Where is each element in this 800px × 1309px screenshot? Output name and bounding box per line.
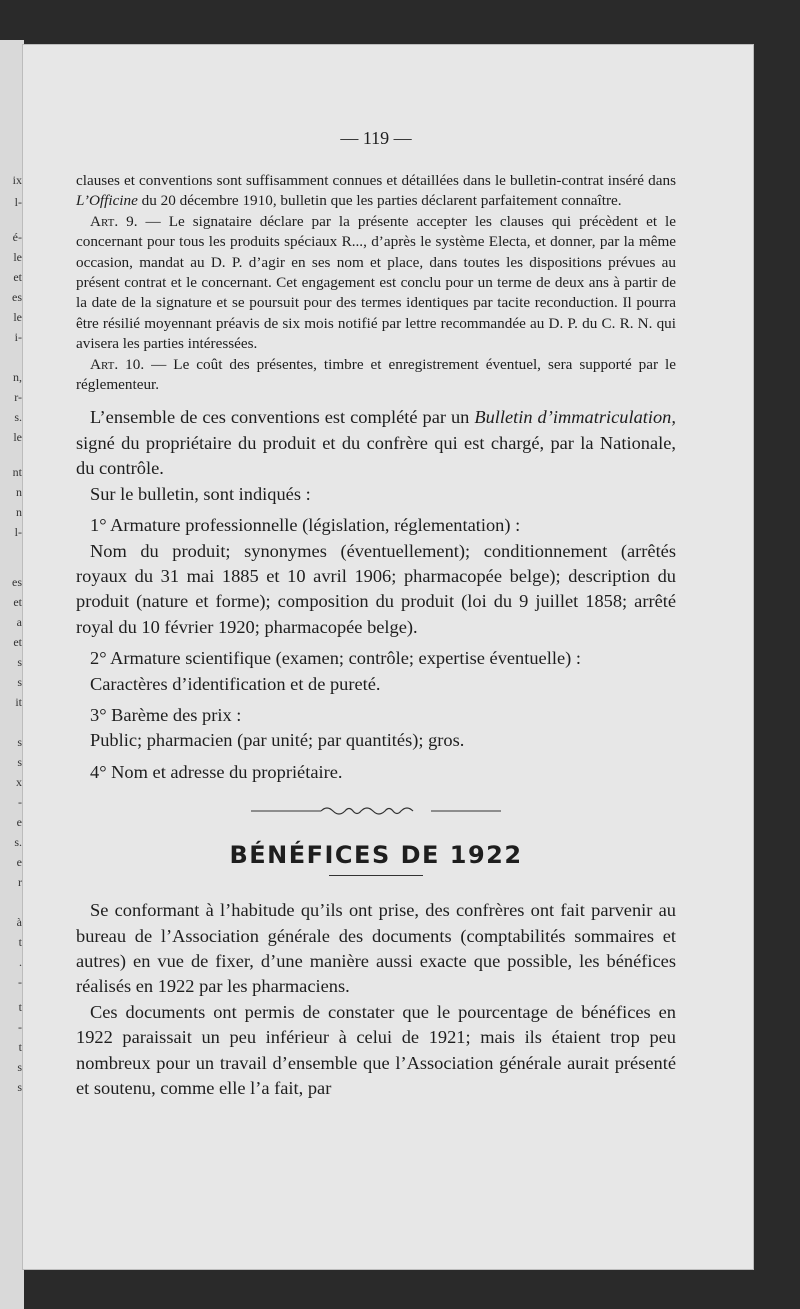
list-item-4-title: 4° Nom et adresse du propriétaire. [90,761,343,782]
left-margin-fragment: le [13,310,22,324]
page-content [76,128,676,1101]
left-margin-fragment: et [13,270,22,284]
document-page [22,44,754,1270]
body-paragraph-1: L’ensemble de ces conventions est complété par un Bulletin d’immatriculation, signé du propriétaire du produit et du confrère qui est chargé, par la Nationale, du contrôle. [76,407,676,479]
left-margin-fragment: n [16,485,22,499]
left-margin-fragment: s [17,735,22,749]
body-block [76,405,676,785]
left-margin-fragment: x [16,775,22,789]
left-margin-fragment: nt [12,465,22,479]
left-margin-fragment: es [12,290,22,304]
left-margin-fragment: l- [14,195,22,209]
left-margin-fragment: é- [12,230,22,244]
left-margin-fragment: t [18,1000,22,1014]
left-margin-fragment: s [17,655,22,669]
left-margin-fragment: ix [12,173,22,187]
left-margin-fragment: et [13,635,22,649]
list-item-3-text: Public; pharmacien (par unité; par quantités); gros. [90,730,465,751]
intro-paragraph: clauses et conventions sont suffisamment connues et détaillées dans le bulletin-contrat inséré dans L’Officine du 20 décembre 1910, bulletin que les parties déclarent parfaitement connaître. [76,172,676,210]
adjacent-page-edge [0,40,24,1309]
article-9: Art. 9. — Le signataire déclare par la présente accepter les clauses qui précèdent et le concernant pour tous les produits spéciaux R..., d’après le système Electa, et donner, par la même occasion, mandat au D. P. d’agir en ses nom et place, dans toutes les dispositions prévues au présent contrat et le concernant. Cet engagement est conclu pour un terme de deux ans à partir de la date de la signature et se poursuit pour des termes identiques par tacite reconduction. Il pourra être résilié moyennant préavis de six mois notifié par lettre recommandée au D. P. du C. R. N. qui avisera les parties intéressées. [76,212,676,353]
left-margin-fragment: . [19,955,22,969]
left-margin-fragment: t [18,1040,22,1054]
left-margin-fragment: n [16,505,22,519]
list-item-3-title: 3° Barème des prix : [90,704,242,725]
left-margin-fragment: s [17,1080,22,1094]
left-margin-fragment: l- [14,525,22,539]
section-paragraph-1: Se conformant à l’habitude qu’ils ont prise, des confrères ont fait parvenir au bureau de l’Association générale des documents (comptabilités sommaires et autres) en vue de fixer, d’une manière aussi exacte que possible, les bénéfices réalisés en 1922 par les pharmaciens. [76,900,676,997]
left-margin-fragment: s. [14,410,22,424]
articles-block [76,171,676,395]
section-paragraph-2: Ces documents ont permis de constater que le pourcentage de bénéfices en 1922 paraissait un peu inférieur à celui de 1921; mais ils étaient trop peu nombreux pour un travail d’ensemble que l’Association générale aurait présenté et soutenu, comme elle l’a fait, par [76,1001,676,1098]
ornament-divider [76,799,676,823]
left-margin-fragment: i- [14,330,22,344]
left-margin-fragment: es [12,575,22,589]
left-margin-fragment: e [16,855,22,869]
left-margin-fragment: it [15,695,22,709]
body-paragraph-2: Sur le bulletin, sont indiqués : [90,483,311,504]
left-margin-fragment: t [18,935,22,949]
left-margin-fragment: et [13,595,22,609]
left-margin-fragment: - [18,975,22,989]
left-margin-fragment: r- [14,390,22,404]
left-margin-fragment: a [16,615,22,629]
heading-rule [329,875,423,876]
left-margin-fragment: s [17,1060,22,1074]
left-margin-fragment: - [18,795,22,809]
left-margin-fragment: r [18,875,22,889]
list-item-2-title: 2° Armature scientifique (examen; contrôle; expertise éventuelle) : [90,648,581,669]
left-margin-fragment: s [17,675,22,689]
section-heading: BÉNÉFICES DE 1922 [229,841,523,870]
left-margin-fragment: à [16,915,22,929]
left-margin-fragment: e [16,815,22,829]
article-10: Art. 10. — Le coût des présentes, timbre et enregistrement éventuel, sera supporté par le réglementeur. [76,355,676,394]
flourish-ornament-icon [251,803,501,819]
left-margin-fragment: s [17,755,22,769]
page-number: — 119 — [340,128,412,148]
left-margin-fragment: s. [14,835,22,849]
left-margin-fragment: le [13,250,22,264]
list-item-1-text: Nom du produit; synonymes (éventuellement); conditionnement (arrêtés royaux du 31 mai 1885 et 10 avril 1906; pharmacopée belge); description du produit (nature et forme); composition du produit (loi du 9 juillet 1858; arrêté royal du 10 février 1920; pharmacopée belge). [76,540,676,637]
left-margin-fragment: le [13,430,22,444]
section-body [76,898,676,1101]
list-item-2-text: Caractères d’identification et de pureté. [90,673,381,694]
left-margin-fragment: n, [13,370,22,384]
list-item-1-title: 1° Armature professionnelle (législation, réglementation) : [90,515,521,536]
left-margin-fragment: - [18,1020,22,1034]
